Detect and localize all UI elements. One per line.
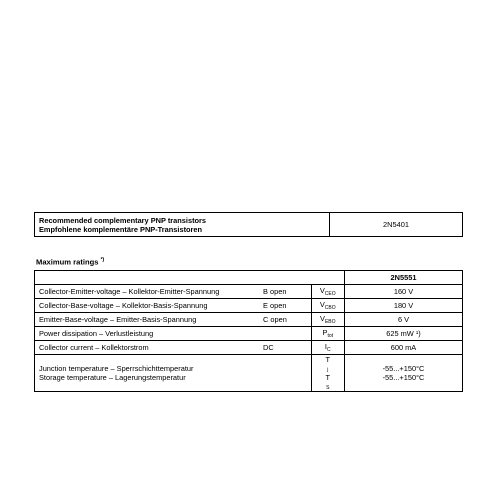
row-cond [259,355,311,392]
row-desc: Emitter-Base-voltage – Emitter-Basis-Spannung [35,313,260,327]
table-row [35,299,463,313]
row-cond: DC [259,341,311,355]
row-symbol: $V_{CEO}$ [311,285,345,299]
ratings-title [36,257,104,267]
row-symbol: $I_C$ [311,341,345,355]
row-desc: Power dissipation – Verlustleistung [35,327,260,341]
row-value: 180 V [345,299,463,313]
table-row [35,327,463,341]
row-cond [259,327,311,341]
row-desc: Collector-Base-voltage – Kollektor-Basis-Spannung [35,299,260,313]
table-row [35,285,463,299]
ratings-header-row [35,271,463,285]
row-cond: E open [259,299,311,313]
row-value: 160 V [345,285,463,299]
row-value: 600 mA [345,341,463,355]
complementary-type: 2N5401 [330,213,463,237]
row-desc: Collector-Emitter-voltage – Kollektor-Emitter-Spannung [35,285,260,299]
row-symbol: $V_{CBO}$ [311,299,345,313]
row-value: 6 V [345,313,463,327]
row-symbol: T j T S [311,355,345,392]
complementary-label [35,213,330,237]
table-row [35,341,463,355]
row-desc: Collector current – Kollektorstrom [35,341,260,355]
row-value: -55...+150°C -55...+150°C [345,355,463,392]
row-symbol: $V_{EBO}$ [311,313,345,327]
ratings-table [34,270,463,392]
row-symbol: $P_{tot}$ [311,327,345,341]
row-value: 625 mW ¹) [345,327,463,341]
ratings-title-note: ²) [100,257,105,263]
ratings-title-text: Maximum ratings [36,257,99,267]
table-row [35,313,463,327]
table-row [35,355,463,392]
ratings-part-number: 2N5551 [345,271,463,285]
row-cond: C open [259,313,311,327]
row-desc: Junction temperature – Sperrschichttemperatur Storage temperature – Lagerungstemperatur [35,355,260,392]
complementary-label-de: Empfohlene komplementäre PNP-Transistoren [39,224,203,234]
complementary-label-en: Recommended complementary PNP transistors [39,215,207,225]
row-cond: B open [259,285,311,299]
complementary-table [34,212,463,237]
